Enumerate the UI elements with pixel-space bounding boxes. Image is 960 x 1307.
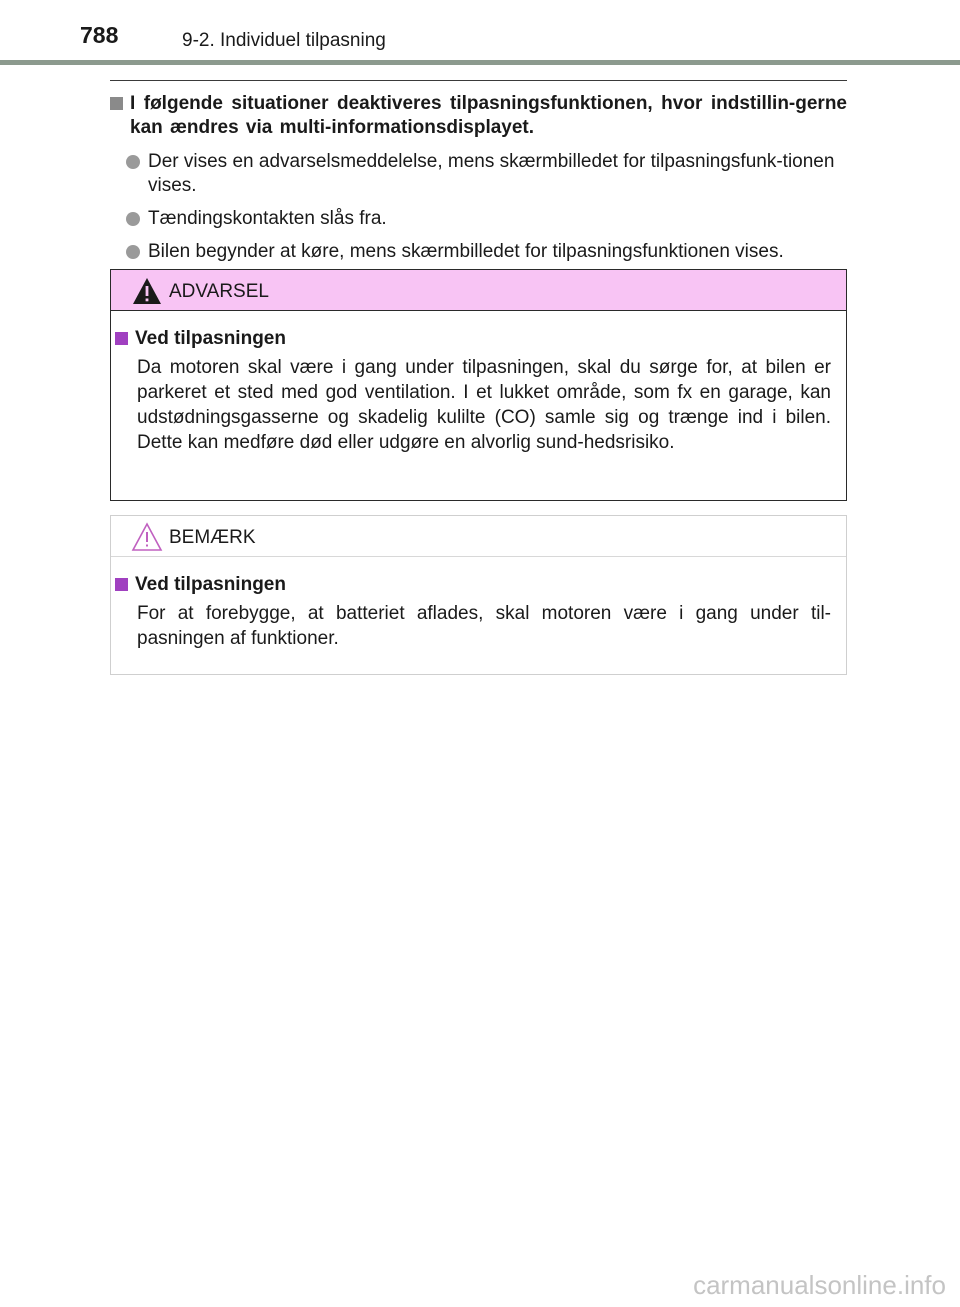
warning-box: [110, 269, 847, 501]
page-number: 788: [80, 22, 119, 48]
warning-box-header: [111, 270, 846, 311]
section-title: 9-2. Individuel tilpasning: [182, 30, 386, 51]
list-item-text: Der vises en advarselsmeddelelse, mens skærmbilledet for tilpasningsfunk-tionen vises.: [148, 151, 835, 196]
list-item: [110, 240, 847, 264]
intro-section: [110, 92, 847, 273]
list-item-text: Tændingskontakten slås fra.: [148, 208, 387, 229]
notice-body: [111, 557, 846, 651]
page-header: [0, 0, 960, 68]
intro-divider: [110, 80, 847, 81]
warning-subheading-text: Ved tilpasningen: [135, 328, 286, 349]
notice-title: BEMÆRK: [169, 527, 256, 548]
list-item-text: Bilen begynder at køre, mens skærmbilledet for tilpasningsfunktionen vises.: [148, 241, 784, 262]
notice-box: [110, 515, 847, 675]
notice-text: For at forebygge, at batteriet aflades, skal motoren være i gang under til-pasningen af funktioner.: [137, 603, 831, 649]
warning-title: ADVARSEL: [169, 281, 269, 302]
notice-subheading-text: Ved tilpasningen: [135, 574, 286, 595]
warning-body: [111, 311, 846, 455]
warning-text: Da motoren skal være i gang under tilpasningen, skal du sørge for, at bilen er parkeret et sted med god ventilation. I et lukket område, som fx en garage, kan udstødningsgasserne og skadelig kulilte (CO) samle sig og trænge ind i bilen. Dette kan medføre død eller udgøre en alvorlig sund-hedsrisiko.: [137, 357, 831, 453]
round-bullet-icon: [126, 245, 140, 259]
warning-subheading: [115, 327, 831, 351]
watermark: carmanualsonline.info: [693, 1270, 946, 1300]
square-bullet-icon: [115, 578, 128, 591]
warning-triangle-icon: [131, 276, 163, 306]
intro-heading-text: I følgende situationer deaktiveres tilpasningsfunktionen, hvor indstillin-gerne kan ændres via multi-informationsdisplayet.: [130, 93, 847, 138]
notice-triangle-icon: [131, 522, 163, 552]
list-item: [110, 207, 847, 231]
intro-heading: [110, 92, 847, 140]
header-rule: [0, 60, 960, 65]
square-bullet-icon: [110, 97, 123, 110]
intro-bullet-list: [110, 150, 847, 264]
list-item: [110, 150, 847, 198]
notice-box-header: [111, 516, 846, 557]
notice-subheading: [115, 573, 831, 597]
round-bullet-icon: [126, 212, 140, 226]
square-bullet-icon: [115, 332, 128, 345]
round-bullet-icon: [126, 155, 140, 169]
